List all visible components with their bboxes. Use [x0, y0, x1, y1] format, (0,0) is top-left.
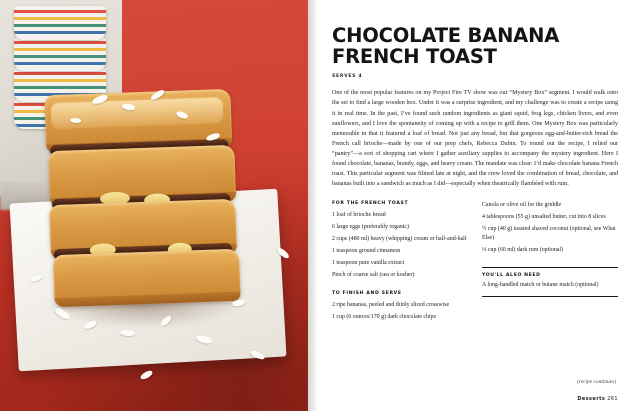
page-footer: [577, 396, 618, 402]
ingredients-column-right: [482, 201, 618, 324]
food-photograph: [0, 0, 308, 411]
glass: [14, 37, 106, 71]
recipe-page: [308, 0, 640, 411]
ingredient-list-continued: [482, 201, 618, 254]
section-heading-french-toast: FOR THE FRENCH TOAST: [332, 201, 409, 207]
callout-heading: YOU'LL ALSO NEED: [482, 272, 541, 278]
ingredient-item: 1 teaspoon ground cinnamon: [332, 248, 401, 255]
recipe-title: CHOCOLATE BANANA FRENCH TOAST: [332, 24, 560, 68]
ingredient-item: 1 loaf of brioche bread: [332, 212, 386, 219]
ingredient-item: Pinch of coarse salt (sea or kosher): [332, 272, 415, 279]
ingredient-list-finish-serve: [332, 301, 468, 322]
footer-section-name: Desserts: [577, 396, 606, 402]
ingredient-item: ½ cup (40 g) toasted shaved coconut (optional, see What Else): [482, 226, 616, 241]
glass: [14, 6, 106, 40]
ingredient-item: 1 teaspoon pure vanilla extract: [332, 260, 405, 267]
ingredient-item: 4 tablespoons (55 g) unsalted butter, cut into 8 slices: [482, 214, 606, 221]
ingredient-item: 2 cups (480 ml) heavy (whipping) cream or half-and-half: [332, 236, 467, 243]
ingredient-item: 2 ripe bananas, peeled and thinly sliced crosswise: [332, 301, 450, 308]
toast-slice: [53, 249, 241, 307]
recipe-continues-note: (recipe continues): [577, 379, 616, 385]
ingredient-item: ⅓ cup (60 ml) dark rum (optional): [482, 246, 563, 253]
recipe-headnote: One of the most popular features on my Project Fire TV show was our “Mystery Box” segment. I would walk onto the set to find a large wooden box. Under it was a surprise ingredient, and my challenge was to create a recipe using it in real time. In the past, I’ve found such random ingredients as giant squid, frog legs, chicken livers, and even sunflowers, and I love the spontaneity of coming up with a recipe to grill them. One Mystery Box was particularly memorable in that it featured a loaf of bread. Not just any bread, but that gorgeous egg‑and‑butter‑rich bread the French call brioche—made by one of our prep chefs, Rebecca Dubin. To round out the recipe, I relied our “pantry”—a sort of shopping cart where I gather auxiliary supplies to accompany the mystery ingredient. Here I found chocolate, bananas, brandy, eggs, and heavy cream. The mandate was clear: I’d make chocolate banana French toast. This particular segment was filmed late at night, and the crew loved the combination of bread, chocolate, and bananas built into a sandwich as much as I did—especially when theatrically flambéed with rum.: [332, 90, 618, 188]
section-heading-finish-serve: TO FINISH AND SERVE: [332, 290, 402, 296]
ingredient-item: Canola or olive oil for the griddle: [482, 202, 562, 209]
youll-also-need-callout: [482, 267, 618, 297]
callout-body: A long-handled match or butane match (optional): [482, 281, 599, 288]
gutter-shadow: [308, 0, 318, 411]
footer-page-number: 261: [607, 396, 618, 402]
ingredient-item: 1 cup (6 ounces/170 g) dark chocolate chips: [332, 313, 436, 320]
ingredient-item: 6 large eggs (preferably organic): [332, 224, 409, 231]
custard-sheen: [51, 97, 224, 129]
ingredient-columns: [332, 201, 618, 324]
photo-page: [0, 0, 308, 411]
ingredients-column-left: [332, 201, 468, 324]
serves-label: SERVES 4: [332, 74, 363, 80]
ingredient-list-french-toast: [332, 211, 468, 279]
coconut-flake: [139, 369, 153, 380]
